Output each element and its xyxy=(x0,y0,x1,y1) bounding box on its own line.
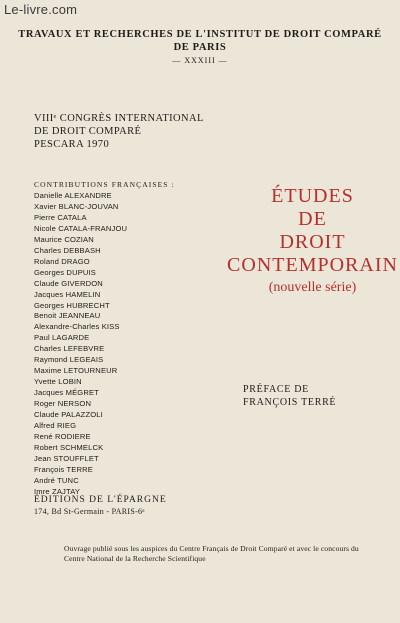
contributor-item: Maurice COZIAN xyxy=(34,234,94,244)
contributor-item: Xavier BLANC-JOUVAN xyxy=(34,201,119,211)
contributor-item: Alexandre-Charles KISS xyxy=(34,322,120,332)
contributor-item: Alfred RIEG xyxy=(34,421,77,431)
congress-line3: PESCARA 1970 xyxy=(34,139,110,150)
contributor-item: Robert SCHMELCK xyxy=(34,442,104,452)
contributor-item: Roger NERSON xyxy=(34,399,92,409)
contributions-heading: CONTRIBUTIONS FRANÇAISES : xyxy=(34,180,175,189)
contributors-list xyxy=(34,191,127,498)
title-line1: ÉTUDES xyxy=(271,185,354,207)
publisher-address: 174, Bd St-Germain - PARIS-6ᵉ xyxy=(34,507,145,516)
contributor-item: François TERRE xyxy=(34,464,93,474)
contributor-item: Nicole CATALA-FRANJOU xyxy=(34,223,128,233)
preface-line2: FRANÇOIS TERRÉ xyxy=(243,397,337,408)
contributor-item: Imre ZAJTAY xyxy=(34,486,81,496)
congress-line2: DE DROIT COMPARÉ xyxy=(34,126,142,137)
contributor-item: Raymond LEGEAIS xyxy=(34,355,104,365)
congress-info xyxy=(34,112,204,151)
title-line2: DE xyxy=(298,208,327,230)
contributor-item: Yvette LOBIN xyxy=(34,377,82,387)
book-title xyxy=(225,185,400,296)
contributor-item: Roland DRAGO xyxy=(34,256,90,266)
contributor-item: André TUNC xyxy=(34,475,79,485)
preface-credit xyxy=(243,383,336,409)
contributor-item: Maxime LETOURNEUR xyxy=(34,366,118,376)
sponsorship-note: Ouvrage publié sous les auspices du Centre Français de Droit Comparé et avec le concours du Centre National de la Recherche Scientifique xyxy=(64,544,359,563)
series-header xyxy=(0,28,400,67)
contributor-item: Pierre CATALA xyxy=(34,212,87,222)
contributor-item: Charles DEBBASH xyxy=(34,245,101,255)
preface-line1: PRÉFACE DE xyxy=(243,384,309,395)
contributor-item: Benoit JEANNEAU xyxy=(34,311,101,321)
contributor-item: Georges HUBRECHT xyxy=(34,300,110,310)
contributor-item: René RODIERE xyxy=(34,431,91,441)
congress-line1: VIIIᵉ CONGRÈS INTERNATIONAL xyxy=(34,113,204,124)
title-subtitle: (nouvelle série) xyxy=(268,280,357,295)
contributor-item: Paul LAGARDE xyxy=(34,333,90,343)
contributor-item: Jacques MÉGRET xyxy=(34,388,99,398)
series-volume: — XXXIII — xyxy=(172,56,228,65)
contributor-item: Charles LEFEBVRE xyxy=(34,344,105,354)
series-title-line2: DE PARIS xyxy=(173,42,227,53)
series-title-line1: TRAVAUX ET RECHERCHES DE L'INSTITUT DE DROIT COMPARÉ xyxy=(18,29,382,40)
contributor-item: Jacques HAMELIN xyxy=(34,289,101,299)
contributor-item: Georges DUPUIS xyxy=(34,267,97,277)
publisher-name: ÉDITIONS DE L'ÉPARGNE xyxy=(34,495,167,505)
title-line4: CONTEMPORAIN xyxy=(227,254,398,276)
contributor-item: Claude PALAZZOLI xyxy=(34,410,103,420)
contributor-item: Jean STOUFFLET xyxy=(34,453,99,463)
watermark-text: Le-livre.com xyxy=(4,2,78,17)
title-line3: DROIT xyxy=(279,231,346,253)
contributor-item: Claude GIVERDON xyxy=(34,278,103,288)
publisher-info xyxy=(34,494,167,518)
contributor-item: Danielle ALEXANDRE xyxy=(34,191,112,200)
